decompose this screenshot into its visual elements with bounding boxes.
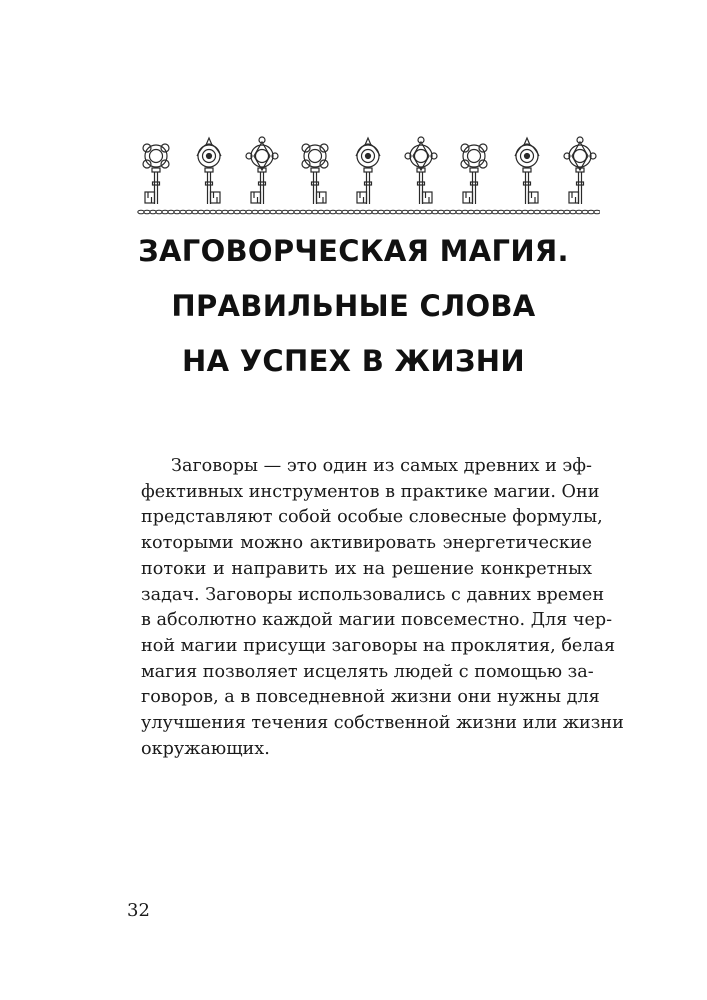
paragraph-line: ной магии присущи заговоры на проклятия, белая [141,635,616,656]
paragraph-line: говоров, а в повседневной жизни они нужны для [141,687,600,708]
paragraph-line: фективных инструментов в практике магии. Они [141,481,600,502]
chapter-title-line-3: НА УСПЕХ В ЖИЗНИ [182,344,525,378]
vintage-keys-row-icon [136,132,600,218]
paragraph-line: потоки и направить их на решение конкретных [141,558,592,579]
chain-divider [138,210,600,214]
body-paragraph [141,454,624,762]
paragraph-line: магия позволяет исцелять людей с помощью за- [141,661,594,682]
paragraph-line: которыми можно активировать энергетические [141,533,592,554]
key-icon [461,144,487,204]
paragraph-line: представляют собой особые словесные формулы, [141,507,603,528]
key-icon [143,144,169,204]
chapter-title-line-2: ПРАВИЛЬНЫЕ СЛОВА [171,289,536,323]
paragraph-line: Заговоры — это один из самых древних и эф- [171,456,592,476]
key-icon [302,144,328,204]
key-icon [246,137,278,204]
paragraph-line: задач. Заговоры использовались с давних времен [141,584,605,605]
chapter-title-line-1: ЗАГОВОРЧЕСКАЯ МАГИЯ. [138,234,569,268]
key-icon [356,138,380,204]
paragraph-line: в абсолютно каждой магии повсеместно. Для чер- [141,610,613,631]
key-icon [515,138,539,204]
key-icon [564,137,596,204]
keys-ornament [136,132,600,218]
key-icon [405,137,437,204]
key-icon [197,138,221,204]
chapter-title [120,224,587,389]
paragraph-line: окружающих. [141,738,270,759]
page-number: 32 [127,900,150,921]
paragraph-line: улучшения течения собственной жизни или жизни [141,713,624,734]
